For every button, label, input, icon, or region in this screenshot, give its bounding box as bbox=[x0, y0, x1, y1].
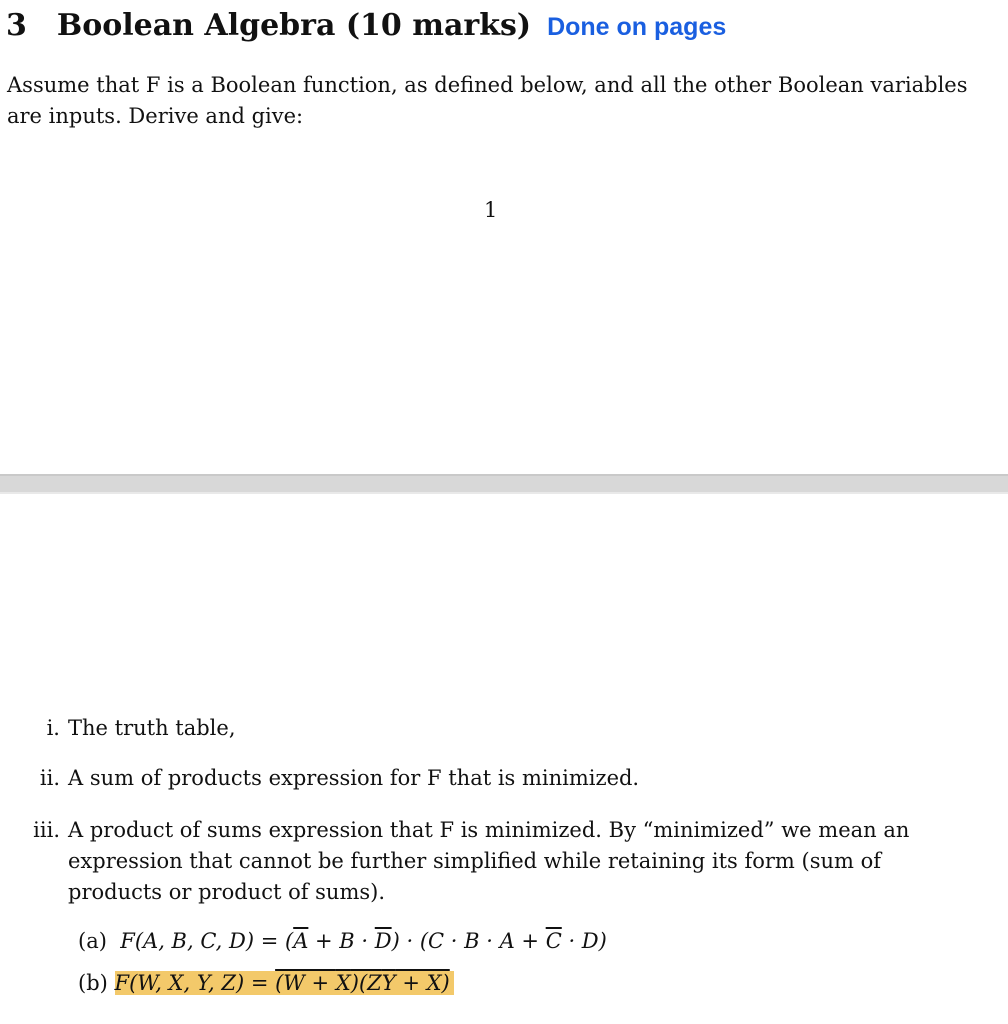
list-item-text: A product of sums expression that F is minimized. By “minimized” we mean an expression that cannot be further simplified while retaining its form (sum of products or product of sums). bbox=[68, 818, 910, 904]
intro-paragraph: Assume that F is a Boolean function, as defined below, and all the other Boolean variables are inputs. Derive and give: bbox=[7, 73, 968, 128]
equation-overlined-var: $\overline{A}$ bbox=[293, 929, 309, 953]
highlighted-equation bbox=[115, 971, 454, 995]
equation-part: + X) bbox=[395, 971, 450, 995]
section-heading bbox=[6, 8, 726, 43]
list-item-text: A sum of products expression for F that is minimized. bbox=[68, 766, 640, 790]
equation-label: (a) bbox=[78, 929, 107, 953]
list-item-iii bbox=[33, 815, 978, 908]
page-number: 1 bbox=[484, 198, 498, 222]
equation-overlined-rhs bbox=[275, 971, 450, 995]
equation-part: (W + bbox=[275, 971, 336, 995]
equation-lhs: F(A, B, C, D) = bbox=[120, 929, 285, 953]
list-item-label: iii. bbox=[33, 818, 60, 842]
equation-part: )(Z bbox=[350, 971, 382, 995]
equation-lhs: F(W, X, Y, Z) = bbox=[114, 971, 276, 995]
equation-part: + B · bbox=[308, 929, 375, 953]
equation-overlined-var: X bbox=[335, 971, 351, 995]
section-title: Boolean Algebra (10 marks) bbox=[56, 8, 532, 43]
equation-label: (b) bbox=[78, 971, 108, 995]
list-item-ii bbox=[39, 763, 640, 794]
page-break-divider bbox=[0, 474, 1008, 494]
equation-overlined-var: $\overline{D}$ bbox=[374, 929, 392, 953]
list-item-label: ii. bbox=[39, 766, 60, 790]
equation-b bbox=[78, 968, 454, 999]
equation-part: ( bbox=[284, 929, 294, 953]
list-item-label: i. bbox=[46, 716, 60, 740]
section-number: 3 bbox=[6, 8, 27, 43]
list-item-text: The truth table, bbox=[68, 716, 236, 740]
equation-overlined-var: $\overline{C}$ bbox=[545, 929, 562, 953]
done-on-pages-link[interactable]: Done on pages bbox=[547, 13, 727, 41]
equation-overlined-var: Y bbox=[381, 971, 396, 995]
equation-part: · D) bbox=[561, 929, 607, 953]
equation-part: ) · (C · B · A + bbox=[391, 929, 546, 953]
equation-a bbox=[78, 926, 607, 957]
list-item-i bbox=[46, 713, 236, 744]
